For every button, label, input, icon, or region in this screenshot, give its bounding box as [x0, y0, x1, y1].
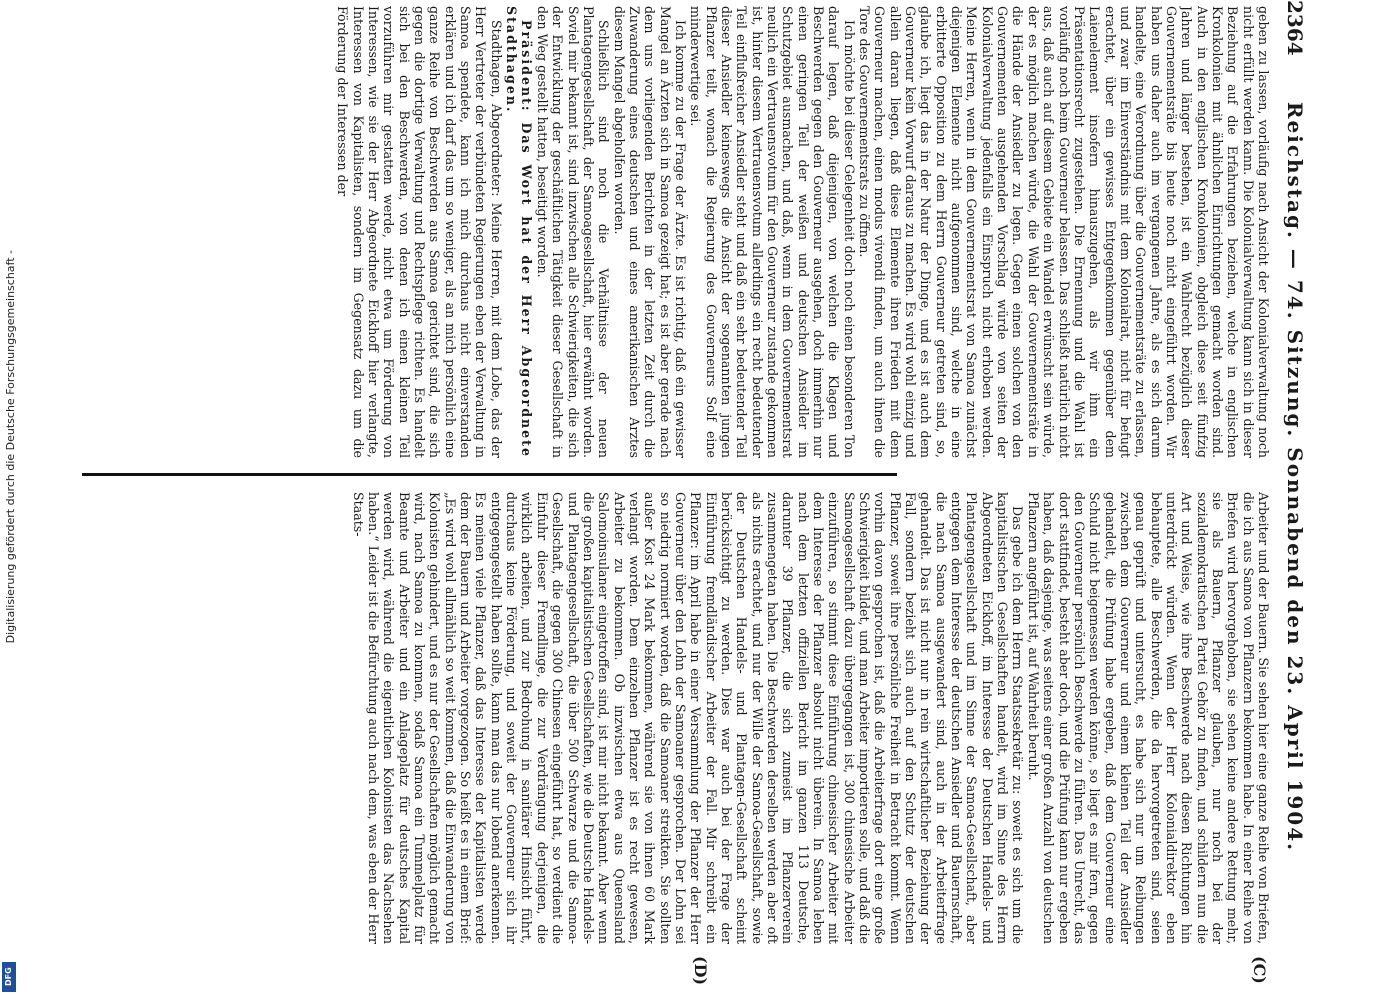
digitization-credit: Digitalisierung gefördert durch die Deutsche Forschungsgemeinschaft -: [4, 250, 17, 644]
rotated-scan-page: [70, 0, 1315, 986]
running-title: Reichstag. — 74. Sitzung. Sonnabend den 23. April 1904.: [1283, 101, 1307, 853]
paragraph: Ich möchte bei dieser Gelegenheit doch noch einen besonderen Ton darauf legen, daß diejenigen, von welchen die Klagen und Beschwerden gegen den Gouverneur ausgehen, doch immerhin nur einen geringen Teil der weißen und deutschen Ansiedler im Schutzgebiet ausmachen, und daß, wenn in dem Gouvernementsrat neulich ein Vertrauensvotum für den Gouverneur zustande gekommen ist, hinter diesem Vertrauensvotum allerdings ein recht bedeutender Teil einflußreicher Ansiedler steht und daß ein sehr bedeutender Teil dieser Ansiedler keineswegs die Ansicht der sogenannten jungen Pflanzer teilt, wonach die Regierung des Gouverneurs Solf eine minderwertige sei.: [688, 6, 857, 458]
paragraph: geben zu lassen, vorläufig nach Ansicht der Kolonialverwaltung noch nicht erfüllt werden kann. Die Kolonialverwaltung kann sich in dieser Beziehung auf die Erfahrungen beziehen, welche in englischen Kronkolonien mit ähnlichen Einrichtungen gemacht worden sind. Auch in den englischen Kronkolonien, obgleich diese seit fünfzig Jahren und länger bestehen, ist ein Wahlrecht bezüglich dieser Gouvernementsräte bis heute noch nicht eingeführt worden. Wir haben uns daher auch im vergangenen Jahre, als es sich darum handelte, eine Verordnung über die Gouvernementsräte zu erlassen, und zwar im Einverständnis mit dem Kolonialrat, nicht für befugt erachtet, über ein gewisses Entgegenkommen gegenüber dem Laienelement insofern hinauszugehen, als wir ihm ein Präsentationsrecht zugestehen. Die Ernennung und die Wahl ist vorläufig noch beim Gouverneur belassen. Das schließt natürlich nicht aus, daß auch auf diesem Gebiete ein Wandel erwünscht sein würde, der es möglich machen würde, die Wahl der Gouvernementsräte in die Hände der Ansiedler zu legen. Gegen einen solchen von den Gouvernementen ausgehenden Vorschlag würde von seiten der Kolonialverwaltung jedenfalls ein Einspruch nicht erhoben werden. Meine Herren, wenn in dem Gouvernementsrat von Samoa zunächst diejenigen Elemente nicht aufgenommen sind, welche in eine erbitterte Opposition zu dem Herrn Gouverneur getreten sind, so, glaube ich, liegt das in der Natur der Dinge, und es ist auch dem Gouverneur kein Vorwurf daraus zu machen. Es wird wohl einzig und allein daran liegen, daß diese Elemente ihren Frieden mit dem Gouverneur machen, einen modus vivendi finden, um auch ihnen die Tore des Gouvernementsrats zu öffnen.: [857, 6, 1271, 458]
right-text-column: [81, 492, 1271, 944]
margin-marker-c: (C): [1250, 956, 1269, 984]
dfg-logo: DFG: [2, 962, 16, 992]
paragraph: Arbeiter und der Bauern. Sie sehen hier eine ganze Reihe von Briefen, die ich aus Samoa von Pflanzern bekommen habe. In einer Reihe von Briefen wird hervorgehoben, sie sehen keine andere Rettung mehr, sie als Bauern, Pflanzer glauben, nur noch bei der sozialdemokratischen Partei Gehör zu finden, und schildern nun die Art und Weise, wie ihre Beschwerde nach diesen Richtungen hin unterdrückt würden. Wenn der Herr Kolonialdirektor eben behauptete, alle Beschwerden, die da hervorgetreten sind, seien genau geprüft und untersucht, es habe sich nur um Reibungen zwischen dem Gouverneur und einem kleinen Teil der Ansiedler gehandelt, die Prüfung habe ergeben, daß dem Gouverneur eine Schuld nicht beigemessen werden könne, so liegt es mir fern, gegen den Gouverneur persönlich Beschwerde zu führen. Das Unrecht, das dort stattfindet, besteht aber doch, und die Prüfung kann nur ergeben haben, daß dasjenige, was seitens einer großen Anzahl von deutschen Pflanzern angeführt ist, auf Wahrheit beruht.: [1025, 492, 1271, 944]
page-header: [1275, 0, 1315, 962]
speaker-paragraph: Präsident: Das Wort hat der Herr Abgeordnete Stadthagen.: [504, 6, 535, 458]
column-divider: [82, 473, 897, 476]
paragraph: Das gebe ich dem Herrn Staatssekretär zu: soweit es sich um die kapitalistischen Gesellschaften handelt, wird im Sinne des Herrn Abgeordneten Eickhoff, im Interesse der Deutschen Handels- und Plantagengesellschaft und im Sinne der Samoa-Gesellschaft, aber entgegen dem Interesse der deutschen Ansiedler und Bauernschaft, die nach Samoa ausgewandert sind, auch in der Arbeiterfrage gehandelt. Das ist nicht nur in rein wirtschaftlicher Beziehung der Fall, sondern bezieht sich auch auf den Schutz der deutschen Pflanzer, soweit ihre persönliche Freiheit in Betracht kommt. Wenn vorhin davon gesprochen ist, daß die Arbeiterfrage dort eine große Schwierigkeit bildet, und man Arbeiter importieren solle, und daß die Samoagesellschaft dazu übergegangen ist, 300 chinesische Arbeiter einzuführen, so stimmt diese Einführung chinesischer Arbeiter mit dem Interesse der Pflanzer absolut nicht überein. In Samoa leben nach dem letzten offiziellen Bericht im ganzen 113 Deutsche, darunter 39 Pflanzer, die sich zumeist im Pflanzerverein zusammengetan haben. Die Beschwerden derselben werden aber oft als nichts erachtet, und nur der Wille der Samoa-Gesellschaft, sowie der Deutschen Handels- und Plantagen-Gesellschaft scheint berücksichtigt zu werden. Dies war auch bei der Frage der Einführung fremdländischer Arbeiter der Fall. Mir schreibt ein Pflanzer: im April habe in einer Versammlung der Pflanzer der Herr Gouverneur über den Lohn der Samoaner gesprochen. Der Lohn sei so niedrig normiert worden, daß die Samoaner streikten. Sie sollten außer Kost 24 Mark bekommen, während sie von ihnen 60 Mark verlangt worden. Dem einzelnen Pflanzer ist es recht gewesen, Arbeiter zu bekommen. Ob inzwischen etwa aus Queensland Salomoinsulaner eingetroffen sind, ist mir nicht bekannt. Aber wenn die großen kapitalistischen Gesellschaften, wie die Deutsche Handels- und Plantagengesellschaft, die über 500 Schwarze und die Samoa-Gesellschaft, die gegen 300 Chinesen eingeführt hat, so verdient die Einfuhr dieser Fremdlinge, die zur Verdrängung derjenigen, die wirklich arbeiten, und zur Bedrohung in sanitärer Hinsicht führt, durchaus keine Förderung, und soweit der Gouverneur sich ihr entgegengestellt haben sollte, kann man das nur lobend anerkennen. Es meinen viele Pflanzer, daß das Interesse der Kapitalisten werde dem der Bauern und Arbeiter vorgezogen. So heißt es in einem Brief: „Es wird wohl allmählich so weit kommen, daß die Einwanderung von Kolonisten gehindert, und es nur der Gesellschaften möglich gemacht wird, nach Samoa zu kommen, sodaß Samoa ein Tummelplatz für Beamte und Arbeiter und ein Anlageplatz für deutsches Kapital werden wird, während die eigentlichen Kolonisten das Nachsehen haben.“ Leider ist die Befürchtung auch nach dem, was eben der Herr Staats-: [350, 492, 1026, 944]
paragraph: Schließlich sind noch die Verhältnisse der neuen Plantagengesellschaft, der Samoagesellschaft, hier erwähnt worden. Soviel mir bekannt ist, sind inzwischen alle Schwierigkeiten, die sich der Entwicklung der geschäftlichen Tätigkeit dieser Gesellschaft in den Weg gestellt hatten, beseitigt worden.: [534, 6, 612, 458]
paragraph: Stadthagen, Abgeordneter: Meine Herren, mit dem Lobe, das der Herr Vertreter der verbündeten Regierungen eben der Verwaltung in Samoa spendete, kann ich mich durchaus nicht einverstanden erklären und ich darf das um so weniger, als an mich persönlich eine ganze Reihe von Beschwerden aus Samoa gerichtet sind, die sich gegen die dortige Verwaltung und Rechtspflege richten. Es handelt sich bei den Beschwerden, von denen ich einen kleinen Teil vorzuführen mir gestatten werde, nicht etwa um Förderung von Interessen, wie sie der Herr Abgeordnete Eickhoff hier verlangte, Interessen von Kapitalisten, sondern im Gegensatz dazu um die Förderung der Interessen der: [335, 6, 504, 458]
paragraph: Ich komme zu der Frage der Ärzte. Es ist richtig, daß ein gewisser Mangel an Ärzten sich in Samoa gezeigt hat; es ist aber gerade nach dem uns vorliegenden Berichten in der letzten Zeit durch die Zuwanderung eines deutschen und eines amerikanischen Arztes diesem Mangel abgeholfen worden.: [611, 6, 688, 458]
margin-marker-d: (D): [691, 956, 710, 986]
left-text-column: [81, 6, 1271, 458]
page-number: 2364: [1283, 0, 1307, 56]
